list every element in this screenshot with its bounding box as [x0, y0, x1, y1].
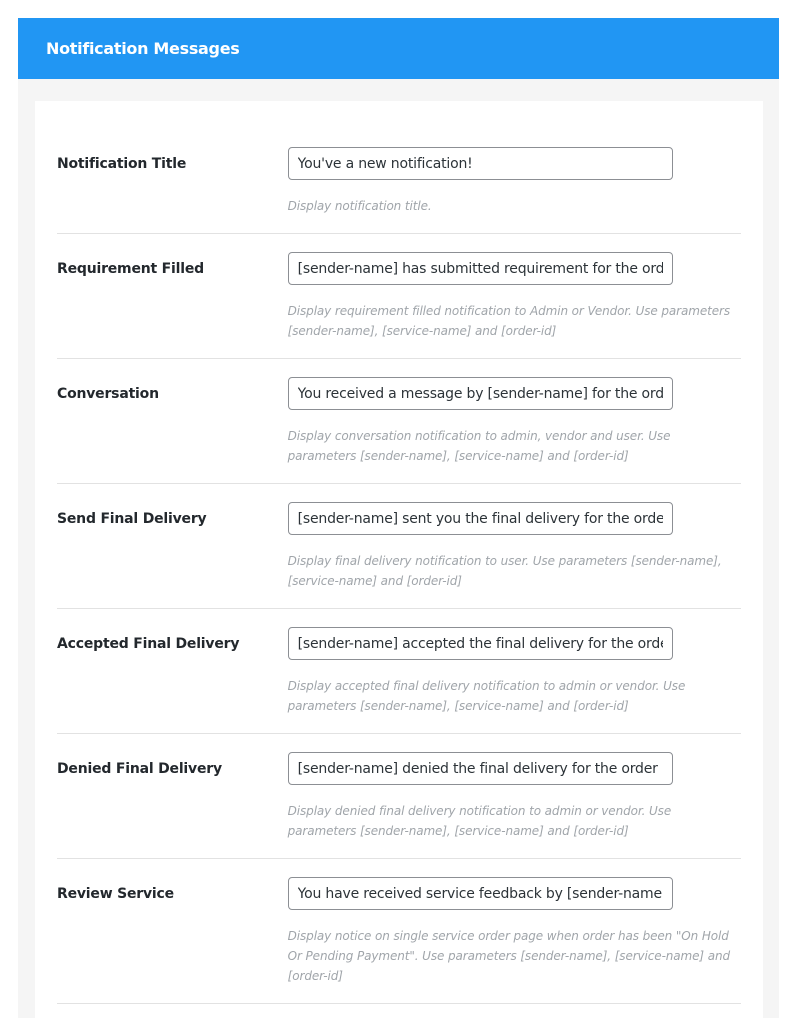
conversation-input[interactable] [288, 377, 673, 410]
field-label: Accepted Final Delivery [57, 636, 240, 652]
denied-final-delivery-input[interactable] [288, 752, 673, 785]
field-control [288, 147, 741, 216]
send-final-delivery-input[interactable] [288, 502, 673, 535]
field-description: Display final delivery notification to user. Use parameters [sender-name], [service-name] and [order-id] [287, 554, 722, 588]
notification-messages-panel [18, 18, 779, 1018]
review-service-input[interactable] [288, 877, 673, 910]
field-control [288, 377, 741, 466]
field-row-send-final-delivery [57, 484, 741, 609]
accepted-final-delivery-input[interactable] [288, 627, 673, 660]
panel-title: Notification Messages [46, 39, 240, 58]
field-row-review-service [57, 859, 741, 1004]
field-label: Requirement Filled [57, 261, 204, 277]
field-label: Review Service [57, 886, 174, 902]
field-control [288, 877, 741, 986]
settings-card [35, 101, 763, 1021]
field-row-accepted-final-delivery [57, 609, 741, 734]
field-row-conversation [57, 359, 741, 484]
field-label: Denied Final Delivery [57, 761, 222, 777]
field-description: Display notification title. [287, 199, 432, 213]
panel-header [18, 18, 779, 79]
field-control [288, 502, 741, 591]
field-row-denied-final-delivery [57, 734, 741, 859]
field-row-notification-title [57, 129, 741, 234]
field-label: Conversation [57, 386, 159, 402]
field-control [288, 752, 741, 841]
field-description: Display accepted final delivery notification to admin or vendor. Use parameters [sender-name], [service-name] and [order-id] [287, 679, 686, 713]
field-label: Send Final Delivery [57, 511, 207, 527]
requirement-filled-input[interactable] [288, 252, 673, 285]
field-description: Display denied final delivery notification to admin or vendor. Use parameters [sender-name], [service-name] and [order-id] [287, 804, 672, 838]
field-row-requirement-filled [57, 234, 741, 359]
notification-title-input[interactable] [288, 147, 673, 180]
field-control [288, 252, 741, 341]
field-label: Notification Title [57, 156, 187, 172]
field-description: Display notice on single service order page when order has been "On Hold Or Pending Payment". Use parameters [sender-name], [service-name] and [order-id] [287, 929, 731, 983]
field-description: Display conversation notification to admin, vendor and user. Use parameters [sender-name], [service-name] and [order-id] [287, 429, 671, 463]
field-control [288, 627, 741, 716]
field-description: Display requirement filled notification to Admin or Vendor. Use parameters [sender-name], [service-name] and [order-id] [287, 304, 730, 338]
